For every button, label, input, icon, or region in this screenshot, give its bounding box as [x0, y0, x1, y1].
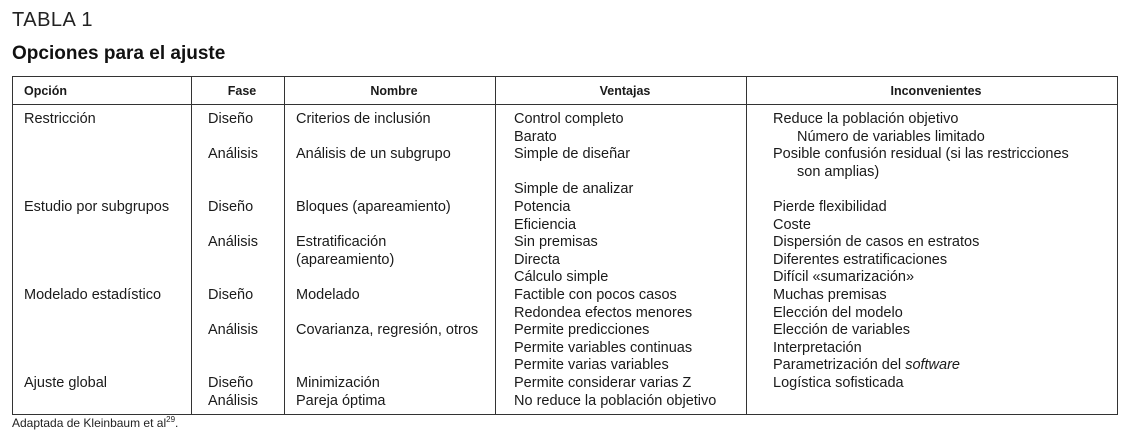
table-row: [13, 199, 1118, 217]
footnote: [12, 415, 178, 430]
cell-nombre: [285, 234, 496, 252]
cell-ventajas: [496, 129, 747, 147]
cell-nombre: [285, 217, 496, 235]
cell-opcion: [13, 375, 192, 393]
table-row: [13, 129, 1118, 147]
cell-nombre: [285, 357, 496, 375]
cell-inconvenientes-text: Número de variables limitado: [797, 128, 985, 145]
cell-ventajas: [496, 305, 747, 323]
cell-nombre: [285, 105, 496, 129]
cell-nombre: [285, 393, 496, 415]
cell-opcion: [13, 146, 192, 164]
cell-ventajas: [496, 234, 747, 252]
table-row: [13, 305, 1118, 323]
table-row: [13, 340, 1118, 358]
cell-ventajas: [496, 146, 747, 164]
cell-inconvenientes: [747, 217, 1118, 235]
table-row: [13, 234, 1118, 252]
cell-opcion: [13, 340, 192, 358]
cell-fase: [192, 164, 285, 182]
cell-inconvenientes: [747, 181, 1118, 199]
cell-ventajas: [496, 287, 747, 305]
cell-nombre: [285, 146, 496, 164]
cell-fase: [192, 375, 285, 393]
cell-inconvenientes-text: Posible confusión residual (si las restricciones: [773, 146, 1069, 163]
cell-nombre: [285, 164, 496, 182]
cell-opcion: [13, 322, 192, 340]
cell-nombre: [285, 181, 496, 199]
footnote-end: .: [175, 416, 179, 430]
footnote-ref: 29: [166, 415, 176, 424]
table-title: Opciones para el ajuste: [12, 43, 226, 64]
cell-nombre: [285, 252, 496, 270]
cell-inconvenientes-text: Logística sofisticada: [773, 374, 904, 391]
cell-ventajas-text: Directa: [514, 251, 560, 268]
cell-opcion: [13, 234, 192, 252]
cell-nombre: [285, 269, 496, 287]
cell-fase: [192, 357, 285, 375]
cell-fase: [192, 287, 285, 305]
cell-nombre: [285, 287, 496, 305]
table-row: [13, 322, 1118, 340]
cell-ventajas-text: Sin premisas: [514, 234, 598, 251]
cell-fase-text: Análisis: [208, 146, 258, 163]
cell-inconvenientes-text: Reduce la población objetivo: [773, 111, 959, 127]
cell-ventajas-text: Potencia: [514, 198, 571, 215]
cell-inconvenientes: [747, 340, 1118, 358]
cell-fase: [192, 217, 285, 235]
cell-fase: [192, 146, 285, 164]
cell-ventajas: [496, 340, 747, 358]
cell-inconvenientes: [747, 322, 1118, 340]
cell-fase-text: Análisis: [208, 392, 258, 409]
cell-inconvenientes: [747, 393, 1118, 415]
cell-nombre-text: Covarianza, regresión, otros: [296, 322, 479, 339]
cell-opcion: [13, 164, 192, 182]
header-fase: Fase: [192, 77, 285, 105]
cell-ventajas-text: Simple de diseñar: [514, 146, 631, 163]
cell-inconvenientes: [747, 287, 1118, 305]
header-nombre: Nombre: [285, 77, 496, 105]
cell-inconvenientes-text: Diferentes estratificaciones: [773, 251, 948, 268]
cell-inconvenientes-italic: software: [905, 357, 960, 374]
cell-ventajas-text: Eficiencia: [514, 216, 577, 233]
cell-ventajas-text: Cálculo simple: [514, 269, 609, 286]
cell-inconvenientes: [747, 357, 1118, 375]
cell-inconvenientes-text: Muchas premisas: [773, 286, 887, 303]
cell-inconvenientes: [747, 252, 1118, 270]
header-row: [13, 77, 1118, 105]
cell-fase: [192, 269, 285, 287]
cell-ventajas: [496, 199, 747, 217]
cell-inconvenientes: [747, 199, 1118, 217]
footnote-text: Adaptada de Kleinbaum et al: [12, 416, 167, 430]
cell-inconvenientes: [747, 375, 1118, 393]
table-row: [13, 357, 1118, 375]
cell-opcion: [13, 357, 192, 375]
header-inconvenientes: Inconvenientes: [747, 77, 1118, 105]
cell-fase: [192, 181, 285, 199]
cell-nombre-text: Modelado: [296, 286, 360, 303]
cell-ventajas: [496, 252, 747, 270]
cell-opcion-text: Modelado estadístico: [24, 286, 162, 303]
cell-opcion: [13, 129, 192, 147]
cell-fase: [192, 305, 285, 323]
cell-opcion-text: Ajuste global: [24, 374, 108, 391]
cell-ventajas: [496, 269, 747, 287]
cell-ventajas-text: Permite varias variables: [514, 357, 669, 374]
cell-nombre-text: Bloques (apareamiento): [296, 198, 451, 215]
cell-inconvenientes-text: Elección de variables: [773, 322, 911, 339]
cell-ventajas-text: Permite predicciones: [514, 322, 650, 339]
cell-fase-text: Diseño: [208, 286, 254, 303]
cell-ventajas: [496, 164, 747, 182]
cell-fase: [192, 322, 285, 340]
cell-inconvenientes: [747, 305, 1118, 323]
cell-inconvenientes: [747, 105, 1118, 129]
table-label: TABLA 1: [12, 9, 93, 31]
cell-nombre: [285, 305, 496, 323]
cell-nombre: [285, 340, 496, 358]
cell-inconvenientes-text: Parametrización del: [773, 357, 902, 374]
cell-inconvenientes-text: son amplias): [797, 163, 880, 180]
cell-fase-text: Diseño: [208, 111, 254, 127]
cell-inconvenientes: [747, 234, 1118, 252]
cell-nombre: [285, 375, 496, 393]
cell-ventajas: [496, 217, 747, 235]
cell-ventajas: [496, 322, 747, 340]
table-row: [13, 269, 1118, 287]
header-ventajas: Ventajas: [496, 77, 747, 105]
cell-fase: [192, 340, 285, 358]
table-row: [13, 105, 1118, 129]
cell-inconvenientes: [747, 164, 1118, 182]
cell-fase-text: Diseño: [208, 374, 254, 391]
cell-ventajas-text: Control completo: [514, 111, 624, 127]
cell-fase: [192, 252, 285, 270]
cell-opcion-text: Estudio por subgrupos: [24, 198, 170, 215]
cell-fase: [192, 129, 285, 147]
cell-nombre-text: Minimización: [296, 374, 380, 391]
cell-ventajas-text: Factible con pocos casos: [514, 286, 677, 303]
cell-ventajas-text: Permite variables continuas: [514, 339, 693, 356]
cell-fase: [192, 393, 285, 415]
cell-inconvenientes-text: Interpretación: [773, 339, 862, 356]
cell-fase-text: Diseño: [208, 198, 254, 215]
cell-inconvenientes: [747, 129, 1118, 147]
table-row: [13, 164, 1118, 182]
cell-nombre-text: Análisis de un subgrupo: [296, 146, 451, 163]
cell-nombre-text: Estratificación: [296, 234, 387, 251]
cell-ventajas-text: Permite considerar varias Z: [514, 374, 692, 391]
table-row: [13, 287, 1118, 305]
cell-inconvenientes-text: Difícil «sumarización»: [773, 269, 915, 286]
cell-opcion-text: Restricción: [24, 111, 96, 127]
cell-opcion: [13, 217, 192, 235]
cell-fase: [192, 105, 285, 129]
cell-inconvenientes-text: Coste: [773, 216, 811, 233]
cell-nombre: [285, 129, 496, 147]
cell-inconvenientes-text: Dispersión de casos en estratos: [773, 234, 980, 251]
cell-ventajas-text: Simple de analizar: [514, 181, 634, 198]
cell-fase-text: Análisis: [208, 234, 258, 251]
cell-nombre: [285, 199, 496, 217]
cell-opcion: [13, 269, 192, 287]
cell-fase: [192, 234, 285, 252]
table-body: [13, 105, 1118, 415]
adjustment-options-table: [12, 76, 1118, 415]
cell-ventajas: [496, 393, 747, 415]
table-row: [13, 375, 1118, 393]
cell-ventajas: [496, 181, 747, 199]
cell-ventajas: [496, 375, 747, 393]
cell-nombre-text: Criterios de inclusión: [296, 111, 431, 127]
cell-opcion: [13, 199, 192, 217]
cell-opcion: [13, 287, 192, 305]
cell-opcion: [13, 181, 192, 199]
cell-ventajas: [496, 357, 747, 375]
cell-ventajas-text: Redondea efectos menores: [514, 304, 693, 321]
table-row: [13, 252, 1118, 270]
cell-opcion: [13, 305, 192, 323]
cell-fase: [192, 199, 285, 217]
cell-inconvenientes-text: Elección del modelo: [773, 304, 903, 321]
cell-fase-text: Análisis: [208, 322, 258, 339]
cell-ventajas-text: No reduce la población objetivo: [514, 392, 717, 409]
cell-ventajas-text: Barato: [514, 128, 557, 145]
cell-opcion: [13, 252, 192, 270]
cell-nombre-text: Pareja óptima: [296, 392, 386, 409]
cell-opcion: [13, 393, 192, 415]
header-opcion: Opción: [13, 77, 192, 105]
cell-inconvenientes-text: Pierde flexibilidad: [773, 198, 887, 215]
cell-inconvenientes: [747, 146, 1118, 164]
cell-opcion: [13, 105, 192, 129]
cell-ventajas: [496, 105, 747, 129]
cell-inconvenientes: [747, 269, 1118, 287]
table-row: [13, 146, 1118, 164]
cell-nombre-text: (apareamiento): [296, 251, 395, 268]
cell-nombre: [285, 322, 496, 340]
table-row: [13, 217, 1118, 235]
table-row: [13, 393, 1118, 415]
table-row: [13, 181, 1118, 199]
